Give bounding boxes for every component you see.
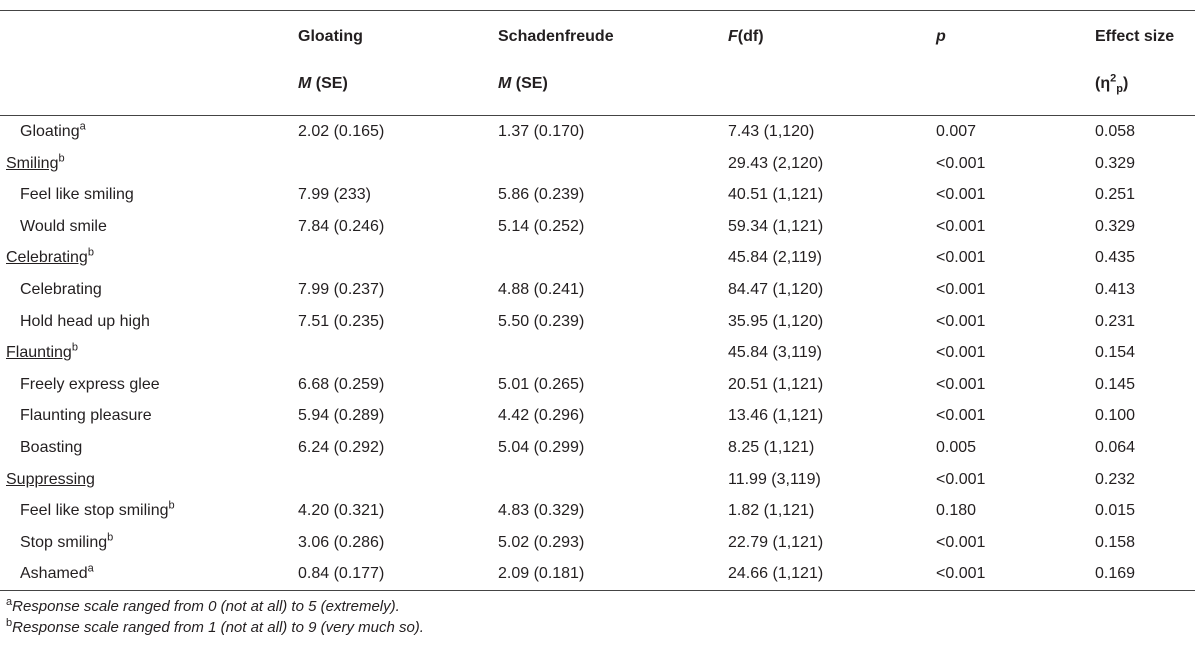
- cell-gloating: [290, 337, 490, 369]
- footnote-text: Response scale ranged from 1 (not at all) to 9 (very much so).: [12, 619, 424, 636]
- cell-effect-size: 0.100: [1095, 407, 1136, 425]
- cell-gloating: 2.02 (0.165): [298, 123, 385, 140]
- cell-schadenfreude: 5.14 (0.252): [498, 217, 585, 235]
- cell-schadenfreude: [490, 464, 720, 496]
- cell-f-statistic: 13.46 (1,121): [728, 407, 824, 425]
- table-row: [0, 148, 1195, 180]
- cell-p-value: <0.001: [936, 470, 986, 488]
- item-label: [0, 211, 290, 243]
- table-row: [0, 369, 1195, 401]
- section-label: [0, 337, 290, 369]
- row-label-text: Flaunting: [6, 344, 72, 362]
- eta-sup: 2: [1110, 72, 1117, 85]
- cell-f-statistic: 8.25 (1,121): [728, 438, 815, 456]
- row-label-text: Gloating: [20, 123, 80, 140]
- eta-symbol: η: [1100, 75, 1111, 92]
- cell-schadenfreude: 5.50 (0.239): [498, 312, 585, 330]
- footnote-marker: b: [168, 499, 175, 512]
- item-label: [0, 432, 290, 464]
- cell-effect-size: 0.231: [1095, 312, 1136, 330]
- footnote: [6, 617, 424, 638]
- table-row: [0, 179, 1195, 211]
- cell-p-value: <0.001: [920, 558, 1095, 590]
- cell-gloating: [290, 148, 490, 180]
- cell-p-value: 0.005: [936, 438, 977, 456]
- cell-f-statistic: 20.51 (1,121): [728, 375, 824, 393]
- table-row: [0, 337, 1195, 369]
- cell-gloating: 5.94 (0.289): [298, 407, 385, 425]
- footnote-text: Response scale ranged from 0 (not at all) to 5 (extremely).: [12, 598, 400, 615]
- cell-schadenfreude: 5.02 (0.293): [498, 533, 585, 551]
- row-label-text: Hold head up high: [20, 312, 150, 330]
- cell-f-statistic: 59.34 (1,121): [728, 217, 824, 235]
- table-row: [0, 495, 1195, 527]
- header-p-letter: p: [936, 28, 946, 45]
- header-gloating-m: M: [298, 75, 312, 92]
- eta-close: ): [1122, 75, 1129, 92]
- table-header: [0, 11, 1195, 116]
- cell-gloating: 0.84 (0.177): [290, 558, 490, 590]
- table-row: [0, 432, 1195, 464]
- cell-p-value: <0.001: [936, 249, 986, 267]
- cell-schadenfreude: 5.01 (0.265): [498, 375, 585, 393]
- cell-effect-size: 0.154: [1095, 344, 1136, 362]
- cell-p-value: <0.001: [936, 312, 986, 330]
- cell-f-statistic: 29.43 (2,120): [728, 154, 824, 172]
- cell-gloating: 6.24 (0.292): [298, 438, 385, 456]
- footnote-marker: a: [79, 120, 86, 133]
- cell-effect-size: 0.064: [1095, 438, 1136, 456]
- table-footnotes: [6, 596, 424, 638]
- cell-p-value: <0.001: [936, 344, 986, 362]
- item-label: [0, 179, 290, 211]
- header-f-letter: F: [728, 28, 738, 45]
- header-effect-size: Effect size: [1095, 28, 1175, 45]
- table-body: [0, 116, 1195, 591]
- cell-gloating: 4.20 (0.321): [298, 502, 385, 520]
- header-f-df: (df): [737, 28, 764, 45]
- row-label-text: Stop smiling: [20, 533, 108, 551]
- header-schadenfreude: Schadenfreude: [498, 28, 614, 45]
- cell-schadenfreude: 5.04 (0.299): [498, 438, 585, 456]
- cell-gloating: 7.99 (233): [298, 186, 371, 204]
- cell-f-statistic: 24.66 (1,121): [720, 558, 920, 590]
- item-label: [0, 369, 290, 401]
- table-row: [0, 464, 1195, 496]
- cell-effect-size: 0.329: [1095, 154, 1136, 172]
- eta-squared-partial: [1095, 72, 1129, 96]
- table-row: [0, 400, 1195, 432]
- footnote: [6, 596, 424, 617]
- table-row: [0, 527, 1195, 559]
- cell-p-value: <0.001: [936, 217, 986, 235]
- header-p-sub-empty: [920, 65, 1095, 116]
- item-label: [0, 527, 290, 559]
- header-effect-size-sub: [1095, 65, 1195, 116]
- cell-p-value: <0.001: [936, 186, 986, 204]
- footnote-marker: b: [58, 152, 65, 165]
- row-label-text: Freely express glee: [20, 375, 160, 393]
- row-label-text: Would smile: [20, 217, 107, 235]
- cell-schadenfreude: [490, 148, 720, 180]
- table-row: [0, 116, 1195, 148]
- row-label-text: Suppressing: [6, 470, 95, 488]
- cell-schadenfreude: 4.42 (0.296): [498, 407, 585, 425]
- cell-f-statistic: 1.82 (1,121): [728, 502, 815, 520]
- header-p: [920, 11, 1095, 66]
- row-label-text: Feel like stop smiling: [20, 502, 169, 520]
- table-row: [0, 211, 1195, 243]
- header-gloating-se: (SE): [311, 75, 348, 92]
- cell-f-statistic: 35.95 (1,120): [728, 312, 824, 330]
- results-table-container: [0, 10, 1195, 591]
- cell-f-statistic: 22.79 (1,121): [728, 533, 824, 551]
- row-label-text: Flaunting pleasure: [20, 407, 152, 425]
- footnote-mark: a: [6, 596, 13, 608]
- cell-f-statistic: 7.43 (1,120): [728, 123, 815, 140]
- footnote-marker: b: [107, 531, 114, 544]
- cell-gloating: [290, 464, 490, 496]
- cell-p-value: 0.180: [936, 502, 977, 520]
- header-schadenfreude-m: M: [498, 75, 512, 92]
- eta-sub: p: [1116, 83, 1123, 96]
- table-row: [0, 306, 1195, 338]
- cell-effect-size: 0.413: [1095, 280, 1136, 298]
- row-label-text: Feel like smiling: [20, 186, 134, 204]
- table-row: [0, 242, 1195, 274]
- cell-effect-size: 0.329: [1095, 217, 1136, 235]
- cell-p-value: <0.001: [936, 154, 986, 172]
- results-table: [0, 10, 1195, 591]
- header-gloating: Gloating: [298, 28, 363, 45]
- table-row: [0, 558, 1195, 590]
- cell-p-value: <0.001: [936, 375, 986, 393]
- row-label-text: Ashamed: [20, 565, 88, 583]
- cell-schadenfreude: 4.83 (0.329): [498, 502, 585, 520]
- cell-gloating: 6.68 (0.259): [298, 375, 385, 393]
- cell-schadenfreude: 1.37 (0.170): [498, 123, 585, 140]
- cell-schadenfreude: [490, 242, 720, 274]
- cell-p-value: <0.001: [936, 407, 986, 425]
- header-sub-empty: [0, 65, 290, 116]
- item-label: [0, 274, 290, 306]
- item-label: [0, 495, 290, 527]
- cell-effect-size: 0.158: [1095, 533, 1136, 551]
- header-empty: [0, 11, 290, 66]
- cell-effect-size: 0.058: [1095, 123, 1136, 140]
- cell-gloating: 3.06 (0.286): [298, 533, 385, 551]
- cell-f-statistic: 45.84 (2,119): [728, 249, 822, 267]
- item-label: [0, 558, 290, 590]
- footnote-marker: a: [87, 562, 94, 575]
- row-label-text: Celebrating: [20, 280, 102, 298]
- eta-open: (: [1095, 75, 1101, 92]
- cell-f-statistic: 11.99 (3,119): [728, 470, 821, 488]
- cell-p-value: <0.001: [936, 280, 986, 298]
- cell-p-value: <0.001: [936, 533, 986, 551]
- row-label-text: Smiling: [6, 154, 59, 172]
- cell-effect-size: 0.435: [1095, 249, 1136, 267]
- cell-schadenfreude: 4.88 (0.241): [498, 280, 585, 298]
- section-label: [0, 148, 290, 180]
- footnote-mark: b: [6, 617, 13, 629]
- cell-f-statistic: 40.51 (1,121): [728, 186, 824, 204]
- header-schadenfreude-sub: [490, 65, 720, 116]
- section-label: [0, 464, 290, 496]
- cell-gloating: [290, 242, 490, 274]
- section-label: [0, 242, 290, 274]
- row-label-text: Celebrating: [6, 249, 88, 267]
- header-gloating-sub: [290, 65, 490, 116]
- item-label: [0, 116, 290, 148]
- cell-effect-size: 0.015: [1095, 502, 1136, 520]
- cell-schadenfreude: 2.09 (0.181): [490, 558, 720, 590]
- item-label: [0, 306, 290, 338]
- cell-schadenfreude: 5.86 (0.239): [498, 186, 585, 204]
- cell-gloating: 7.99 (0.237): [298, 280, 385, 298]
- header-schadenfreude-se: (SE): [511, 75, 548, 92]
- table-row: [0, 274, 1195, 306]
- header-f-sub-empty: [720, 65, 920, 116]
- cell-effect-size: 0.145: [1095, 375, 1136, 393]
- cell-effect-size: 0.232: [1095, 470, 1136, 488]
- footnote-marker: b: [71, 341, 78, 354]
- cell-schadenfreude: [490, 337, 720, 369]
- item-label: [0, 400, 290, 432]
- row-label-text: Boasting: [20, 438, 83, 456]
- cell-gloating: 7.84 (0.246): [298, 217, 385, 235]
- cell-effect-size: 0.169: [1095, 558, 1195, 590]
- cell-effect-size: 0.251: [1095, 186, 1136, 204]
- cell-f-statistic: 45.84 (3,119): [728, 344, 822, 362]
- header-f-statistic: [720, 11, 920, 66]
- cell-p-value: 0.007: [936, 123, 977, 140]
- footnote-marker: b: [87, 247, 94, 260]
- cell-gloating: 7.51 (0.235): [298, 312, 385, 330]
- cell-f-statistic: 84.47 (1,120): [728, 280, 824, 298]
